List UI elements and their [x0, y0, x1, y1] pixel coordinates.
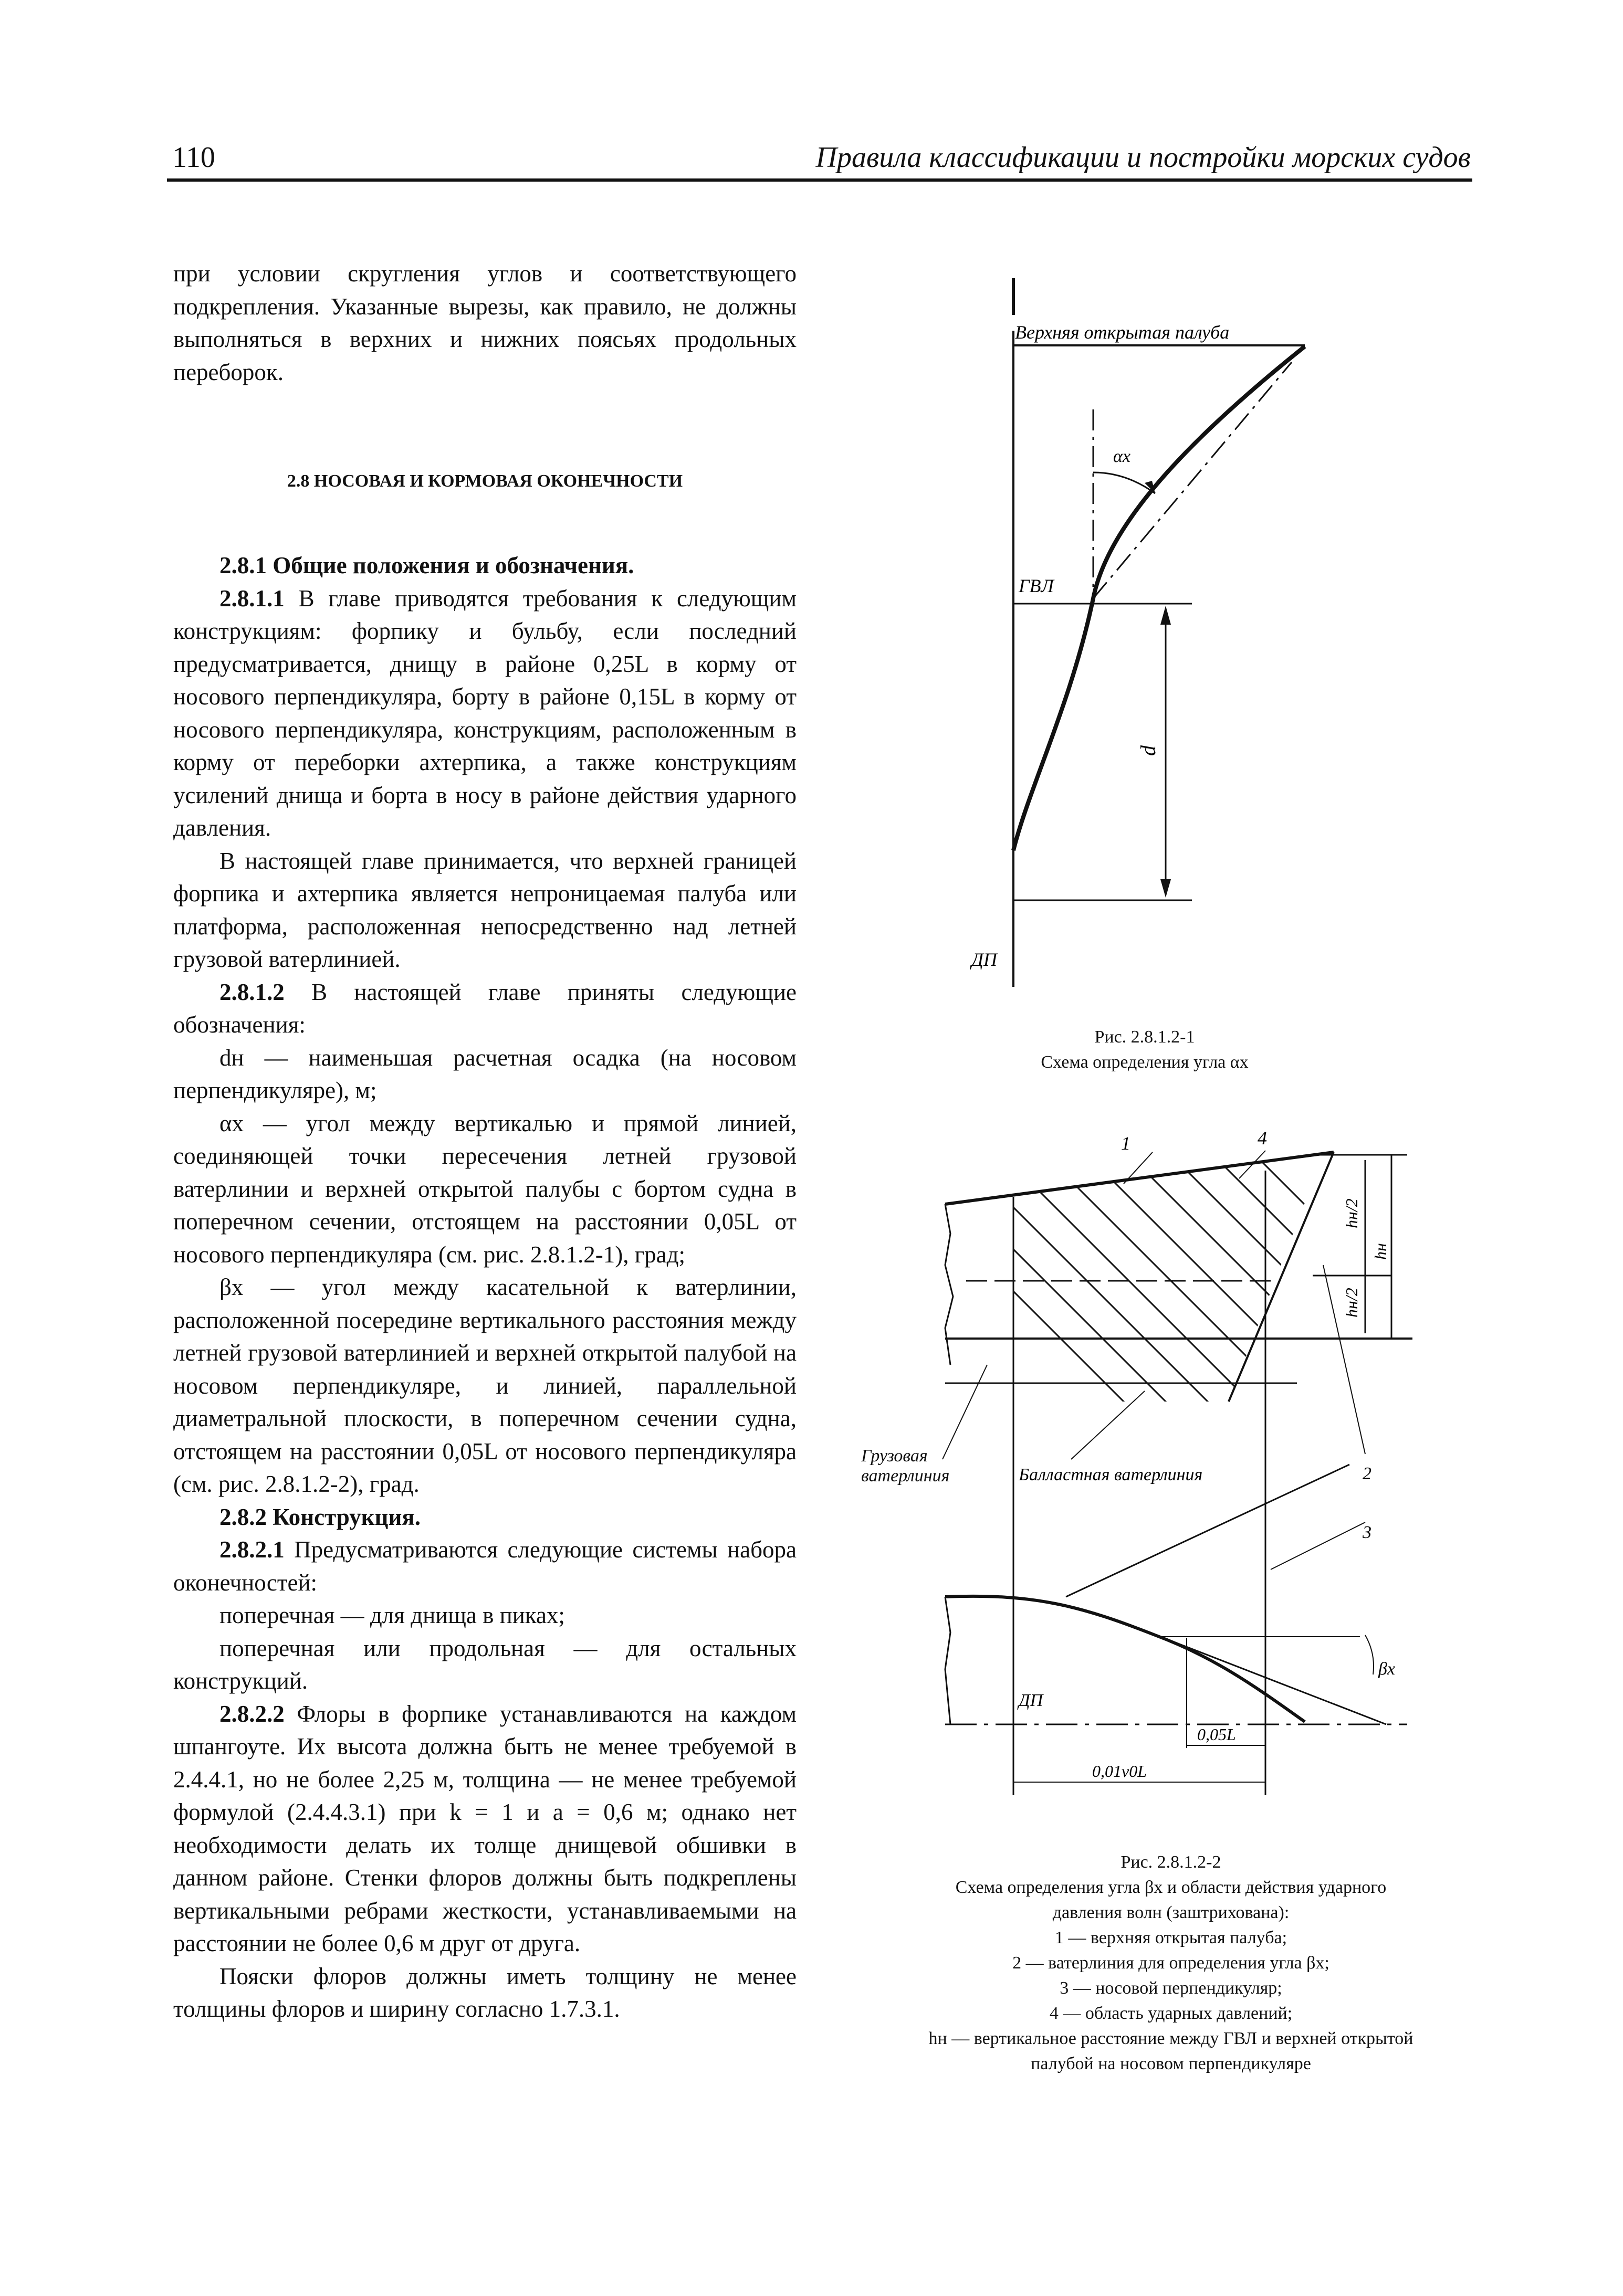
paragraph-2-8-1-2: 2.8.1.2 В настоящей главе приняты следующие обозначения: [173, 978, 797, 1038]
label-ballast-wl: Балластная ватерлиния [1019, 1465, 1203, 1484]
label-dp: ДП [971, 949, 997, 970]
paragraph-2-8-2-2b: Пояски флоров должны иметь толщину не менее толщины флоров и ширину согласно 1.7.3.1. [173, 1963, 797, 2022]
figure-1-caption-text: Схема определения угла αx [1041, 1052, 1249, 1072]
left-column [173, 257, 797, 388]
definition-d: dн — наименьшая расчетная осадка (на носовом перпендикуляре), м; [173, 1044, 797, 1103]
label-cargo-wl: Грузовая ватерлиния [861, 1446, 950, 1486]
hull-side-line [1229, 1152, 1334, 1402]
left-column-main [173, 549, 797, 2026]
figure-1-caption-number: Рис. 2.8.1.2-1 [1094, 1027, 1195, 1047]
paragraph-2-8-1-1: 2.8.1.1 В главе приводятся требования к следующим конструкциям: форпику и бульбу, если последний предусматривается, днищу в районе 0,25L в корму от носового перпендикуляра, борту в районе 0,15L в корму от носового перпендикуляра, конструкциям, расположенным в корму от переборки ахтерпика, а также конструкциям усилений днища и борта в носу в районе действия ударного давления. [173, 585, 797, 841]
leader-ballast [1071, 1391, 1145, 1459]
label-005L: 0,05L [1197, 1725, 1236, 1744]
waterline-plan-curve [945, 1596, 1305, 1722]
label-hh2-bottom: hн/2 [1342, 1288, 1361, 1318]
figure-2-caption-line-8: палубой на носовом перпендикуляре [1031, 2054, 1311, 2073]
figure-2-caption-number: Рис. 2.8.1.2-2 [1121, 1852, 1221, 1872]
running-title: Правила классификации и постройки морских судов [815, 141, 1471, 174]
label-2: 2 [1363, 1464, 1371, 1483]
figure-1-caption [924, 1025, 1365, 1075]
figure-2-caption-line-4: 2 — ватерлиния для определения угла βx; [1012, 1953, 1329, 1973]
chord-line [1093, 362, 1292, 598]
definition-beta: βx — угол между касательной к ватерлинии, расположенной посередине вертикального расстояния между летней грузовой ватерлинией и верхней открытой палубой на носовом перпендикуляре, и линией, параллельной диаметральной плоскости, в поперечном сечении судна, отстоящем на расстоянии 0,05L от носового перпендикуляра (см. рис. 2.8.1.2-2), град. [173, 1274, 797, 1497]
paragraph-intro: при условии скругления углов и соответствующего подкрепления. Указанные вырезы, как правило, не должны выполняться в верхних и нижних поясьях продольных переборок. [173, 260, 797, 385]
figure-2-caption-line-5: 3 — носовой перпендикуляр; [1060, 1978, 1282, 1998]
heading-2-8-1: 2.8.1 Общие положения и обозначения. [219, 552, 634, 578]
label-beta: βx [1378, 1659, 1396, 1679]
figure-2-caption [840, 1850, 1502, 2077]
heading-2-8-2: 2.8.2 Конструкция. [219, 1503, 421, 1530]
deck-line [945, 1152, 1334, 1204]
page-number: 110 [172, 141, 215, 174]
definition-alpha: αx — угол между вертикалью и прямой линией, соединяющей точки пересечения летней грузовой ватерлинии и верхней открытой палубы с бортом судна в поперечном сечении, отстоящем на расстоянии 0,05L от носового перпендикуляра (см. рис. 2.8.1.2-1), град; [173, 1110, 797, 1268]
label-cargo-wl-box [861, 1446, 987, 1499]
label-deck: Верхняя открытая палуба [1015, 322, 1230, 343]
figure-2-caption-line-7: hн — вертикальное расстояние между ГВЛ и верхней открытой [928, 2029, 1413, 2048]
d-arrow-bottom [1160, 879, 1171, 898]
hull-section-curve [1013, 346, 1305, 850]
d-arrow-top [1160, 606, 1171, 625]
figure-1-diagram [945, 273, 1344, 1008]
paragraph-2-8-2-1b: поперечная или продольная — для остальных конструкций. [173, 1635, 797, 1694]
leader-cargo [943, 1365, 987, 1459]
break-line-bottom [945, 1597, 950, 1724]
label-dp: ДП [1019, 1691, 1043, 1710]
figure-2-caption-line-3: 1 — верхняя открытая палуба; [1054, 1928, 1287, 1947]
paragraph-2-8-2-1a: поперечная — для днища в пиках; [219, 1602, 565, 1628]
label-001v0L: 0,01v0L [1092, 1762, 1147, 1781]
label-hh: hн [1371, 1243, 1390, 1260]
label-3: 3 [1363, 1523, 1371, 1542]
label-gvl: ГВЛ [1019, 575, 1054, 596]
beta-arc [1365, 1635, 1374, 1674]
figure-2-diagram [861, 1118, 1454, 1806]
figure-2-caption-line-6: 4 — область ударных давлений; [1049, 2004, 1293, 2023]
leader-3 [1271, 1522, 1365, 1570]
label-d: d [1136, 745, 1160, 756]
label-4: 4 [1258, 1128, 1267, 1149]
beta-ray [1160, 1637, 1386, 1724]
label-hh2-top: hн/2 [1342, 1198, 1361, 1228]
section-heading: 2.8 НОСОВАЯ И КОРМОВАЯ ОКОНЕЧНОСТИ [287, 471, 683, 491]
label-1: 1 [1121, 1133, 1130, 1154]
paragraph-2-8-2-1: 2.8.2.1 Предусматриваются следующие системы набора оконечностей: [173, 1536, 797, 1596]
label-alpha: αx [1113, 447, 1130, 466]
figure-2-caption-line-2: давления волн (заштрихована): [1052, 1903, 1290, 1922]
paragraph-2-8-1-1b: В настоящей главе принимается, что верхней границей форпика и ахтерпика является непроницаемая палуба или платформа, расположенная непосредственно над летней грузовой ватерлинией. [173, 847, 797, 972]
break-line-top [945, 1204, 953, 1365]
figure-2-caption-line-1: Схема определения угла βx и области действия ударного [955, 1878, 1387, 1897]
paragraph-2-8-2-2: 2.8.2.2 Флоры в форпике устанавливаются на каждом шпангоуте. Их высота должна быть не менее требуемой в 2.4.4.1, но не более 2,25 м, толщина — не менее требуемой формулой (2.4.4.3.1) при k = 1 и a = 0,6 м; однако нет необходимости делать их толще днищевой обшивки в данном районе. Стенки флоров должны быть подкреплены вертикальными ребрами жесткости, устанавливаемыми на расстоянии не более 0,6 м друг от друга. [173, 1700, 797, 1956]
header-rule [167, 178, 1472, 182]
